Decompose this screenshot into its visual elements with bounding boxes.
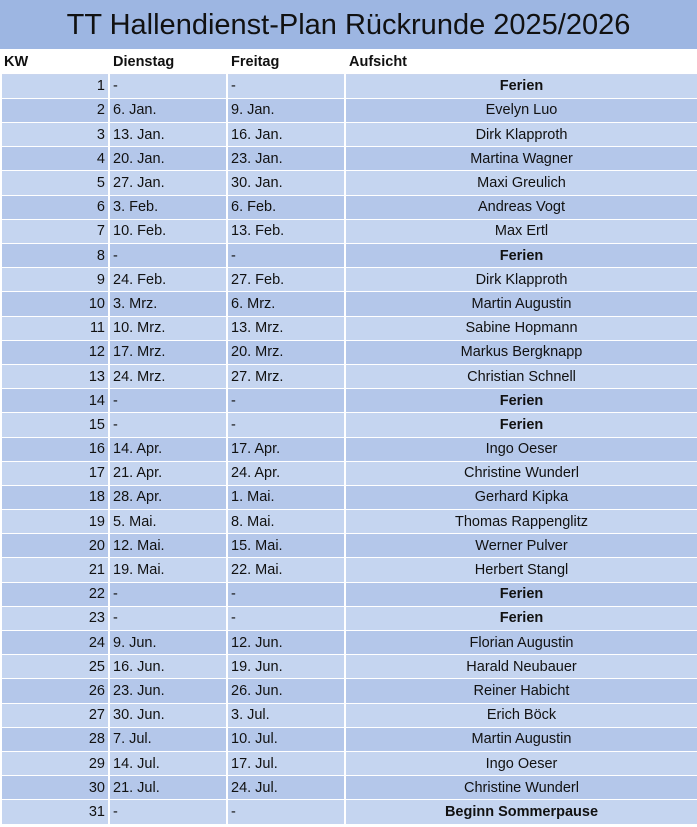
cell-aufsicht: Ferien [345, 413, 697, 437]
cell-freitag: 16. Jan. [227, 123, 345, 147]
cell-kw: 20 [1, 534, 109, 558]
table-row [1, 800, 697, 824]
page-title: TT Hallendienst-Plan Rückrunde 2025/2026 [0, 0, 697, 50]
cell-aufsicht: Reiner Habicht [345, 679, 697, 703]
cell-dienstag: 14. Apr. [109, 437, 227, 461]
column-header-aufsicht: Aufsicht [345, 50, 697, 74]
cell-dienstag: 10. Mrz. [109, 316, 227, 340]
table-row [1, 703, 697, 727]
cell-kw: 29 [1, 751, 109, 775]
cell-freitag: 27. Feb. [227, 268, 345, 292]
table-row [1, 316, 697, 340]
cell-kw: 6 [1, 195, 109, 219]
cell-dienstag: 6. Jan. [109, 98, 227, 122]
cell-kw: 18 [1, 485, 109, 509]
cell-freitag: 26. Jun. [227, 679, 345, 703]
cell-aufsicht: Ferien [345, 74, 697, 98]
cell-freitag: 17. Jul. [227, 751, 345, 775]
cell-kw: 9 [1, 268, 109, 292]
cell-aufsicht: Markus Bergknapp [345, 340, 697, 364]
table-row [1, 147, 697, 171]
cell-aufsicht: Beginn Sommerpause [345, 800, 697, 824]
cell-aufsicht: Harald Neubauer [345, 655, 697, 679]
cell-aufsicht: Sabine Hopmann [345, 316, 697, 340]
cell-dienstag: 20. Jan. [109, 147, 227, 171]
column-header-dienstag: Dienstag [109, 50, 227, 74]
cell-kw: 22 [1, 582, 109, 606]
cell-dienstag: 3. Feb. [109, 195, 227, 219]
cell-aufsicht: Ferien [345, 244, 697, 268]
cell-aufsicht: Martina Wagner [345, 147, 697, 171]
table-row [1, 219, 697, 243]
table-row [1, 413, 697, 437]
cell-freitag: 19. Jun. [227, 655, 345, 679]
cell-dienstag: - [109, 582, 227, 606]
cell-freitag: 8. Mai. [227, 510, 345, 534]
cell-freitag: 3. Jul. [227, 703, 345, 727]
cell-freitag: 30. Jan. [227, 171, 345, 195]
cell-dienstag: 21. Apr. [109, 461, 227, 485]
column-header-kw: KW [1, 50, 109, 74]
table-row [1, 485, 697, 509]
cell-aufsicht: Ferien [345, 582, 697, 606]
table-row [1, 340, 697, 364]
cell-aufsicht: Christine Wunderl [345, 776, 697, 800]
cell-freitag: 24. Apr. [227, 461, 345, 485]
table-row [1, 123, 697, 147]
table-row [1, 364, 697, 388]
table-row [1, 582, 697, 606]
header-row [1, 50, 697, 74]
cell-kw: 16 [1, 437, 109, 461]
cell-aufsicht: Erich Böck [345, 703, 697, 727]
cell-freitag: 1. Mai. [227, 485, 345, 509]
cell-aufsicht: Herbert Stangl [345, 558, 697, 582]
cell-dienstag: 9. Jun. [109, 631, 227, 655]
cell-aufsicht: Christian Schnell [345, 364, 697, 388]
table-row [1, 631, 697, 655]
table-row [1, 461, 697, 485]
cell-freitag: 17. Apr. [227, 437, 345, 461]
cell-kw: 7 [1, 219, 109, 243]
cell-freitag: 6. Feb. [227, 195, 345, 219]
table-row [1, 606, 697, 630]
table-row [1, 268, 697, 292]
cell-kw: 4 [1, 147, 109, 171]
table-row [1, 389, 697, 413]
table-row [1, 534, 697, 558]
cell-kw: 27 [1, 703, 109, 727]
table-row [1, 292, 697, 316]
cell-kw: 15 [1, 413, 109, 437]
cell-aufsicht: Andreas Vogt [345, 195, 697, 219]
cell-dienstag: 13. Jan. [109, 123, 227, 147]
cell-freitag: 24. Jul. [227, 776, 345, 800]
table-row [1, 655, 697, 679]
cell-aufsicht: Evelyn Luo [345, 98, 697, 122]
cell-freitag: 20. Mrz. [227, 340, 345, 364]
cell-kw: 12 [1, 340, 109, 364]
cell-aufsicht: Florian Augustin [345, 631, 697, 655]
table-row [1, 558, 697, 582]
cell-aufsicht: Christine Wunderl [345, 461, 697, 485]
cell-dienstag: 12. Mai. [109, 534, 227, 558]
cell-aufsicht: Thomas Rappenglitz [345, 510, 697, 534]
cell-kw: 8 [1, 244, 109, 268]
cell-kw: 31 [1, 800, 109, 824]
cell-kw: 17 [1, 461, 109, 485]
cell-freitag: - [227, 800, 345, 824]
cell-kw: 13 [1, 364, 109, 388]
schedule-table [0, 50, 697, 825]
cell-dienstag: 3. Mrz. [109, 292, 227, 316]
cell-dienstag: - [109, 74, 227, 98]
cell-freitag: 22. Mai. [227, 558, 345, 582]
cell-kw: 24 [1, 631, 109, 655]
cell-kw: 30 [1, 776, 109, 800]
table-body [1, 74, 697, 824]
cell-freitag: - [227, 389, 345, 413]
cell-freitag: 9. Jan. [227, 98, 345, 122]
cell-freitag: - [227, 74, 345, 98]
cell-dienstag: 5. Mai. [109, 510, 227, 534]
cell-dienstag: 21. Jul. [109, 776, 227, 800]
cell-freitag: - [227, 244, 345, 268]
cell-dienstag: - [109, 800, 227, 824]
cell-kw: 14 [1, 389, 109, 413]
cell-freitag: - [227, 582, 345, 606]
cell-aufsicht: Gerhard Kipka [345, 485, 697, 509]
cell-dienstag: 30. Jun. [109, 703, 227, 727]
table-row [1, 679, 697, 703]
cell-freitag: 10. Jul. [227, 727, 345, 751]
cell-kw: 5 [1, 171, 109, 195]
cell-aufsicht: Dirk Klapproth [345, 123, 697, 147]
cell-dienstag: 24. Mrz. [109, 364, 227, 388]
cell-aufsicht: Ferien [345, 389, 697, 413]
table-row [1, 244, 697, 268]
table-row [1, 510, 697, 534]
cell-aufsicht: Ingo Oeser [345, 437, 697, 461]
table-row [1, 437, 697, 461]
cell-aufsicht: Dirk Klapproth [345, 268, 697, 292]
cell-aufsicht: Maxi Greulich [345, 171, 697, 195]
cell-kw: 19 [1, 510, 109, 534]
cell-dienstag: - [109, 389, 227, 413]
cell-dienstag: 17. Mrz. [109, 340, 227, 364]
table-row [1, 727, 697, 751]
cell-dienstag: - [109, 413, 227, 437]
cell-dienstag: 10. Feb. [109, 219, 227, 243]
cell-freitag: 6. Mrz. [227, 292, 345, 316]
cell-dienstag: 16. Jun. [109, 655, 227, 679]
cell-aufsicht: Werner Pulver [345, 534, 697, 558]
cell-kw: 10 [1, 292, 109, 316]
cell-kw: 2 [1, 98, 109, 122]
cell-dienstag: 24. Feb. [109, 268, 227, 292]
table-row [1, 751, 697, 775]
cell-kw: 28 [1, 727, 109, 751]
table-row [1, 98, 697, 122]
cell-freitag: - [227, 606, 345, 630]
cell-aufsicht: Ingo Oeser [345, 751, 697, 775]
table-row [1, 74, 697, 98]
cell-freitag: - [227, 413, 345, 437]
cell-dienstag: - [109, 606, 227, 630]
cell-aufsicht: Ferien [345, 606, 697, 630]
cell-aufsicht: Martin Augustin [345, 292, 697, 316]
cell-freitag: 27. Mrz. [227, 364, 345, 388]
cell-kw: 3 [1, 123, 109, 147]
cell-kw: 25 [1, 655, 109, 679]
table-row [1, 171, 697, 195]
cell-kw: 21 [1, 558, 109, 582]
cell-kw: 11 [1, 316, 109, 340]
table-row [1, 776, 697, 800]
cell-dienstag: 28. Apr. [109, 485, 227, 509]
cell-aufsicht: Martin Augustin [345, 727, 697, 751]
cell-aufsicht: Max Ertl [345, 219, 697, 243]
cell-dienstag: 23. Jun. [109, 679, 227, 703]
column-header-freitag: Freitag [227, 50, 345, 74]
cell-dienstag: 19. Mai. [109, 558, 227, 582]
cell-freitag: 13. Mrz. [227, 316, 345, 340]
cell-dienstag: - [109, 244, 227, 268]
cell-kw: 23 [1, 606, 109, 630]
cell-freitag: 15. Mai. [227, 534, 345, 558]
cell-freitag: 13. Feb. [227, 219, 345, 243]
cell-dienstag: 27. Jan. [109, 171, 227, 195]
cell-dienstag: 14. Jul. [109, 751, 227, 775]
cell-kw: 26 [1, 679, 109, 703]
cell-freitag: 12. Jun. [227, 631, 345, 655]
table-row [1, 195, 697, 219]
cell-freitag: 23. Jan. [227, 147, 345, 171]
cell-kw: 1 [1, 74, 109, 98]
cell-dienstag: 7. Jul. [109, 727, 227, 751]
